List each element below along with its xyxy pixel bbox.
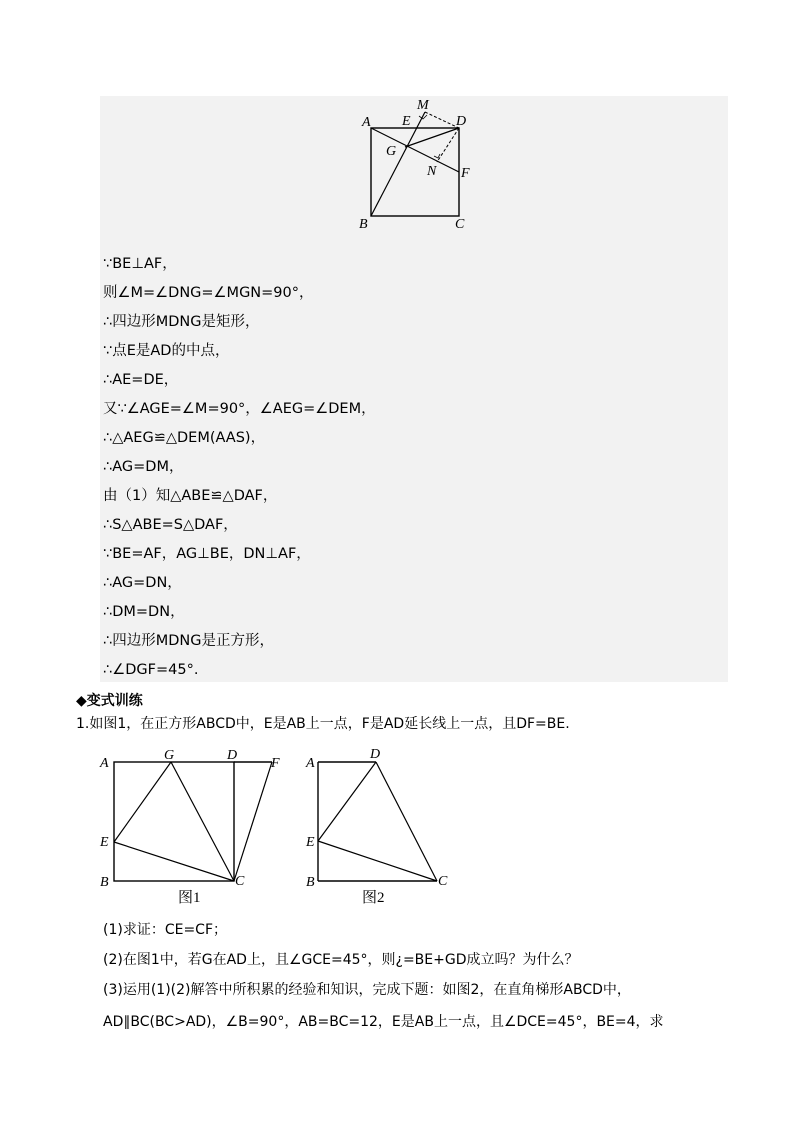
fig1-label-G: G — [164, 748, 175, 763]
label-B: B — [359, 217, 368, 232]
question-3-continued: AD∥BC(BC>AD)，∠B=90°，AB=BC=12，E是AB上一点，且∠DCE=45°，BE=4，求 — [103, 1014, 664, 1030]
solution-line-1: ∵BE⊥AF， — [103, 256, 177, 272]
solution-line-15: ∴∠DGF=45°. — [103, 662, 199, 678]
solution-line-8: ∴AG=DM， — [103, 459, 184, 475]
fig2-label-E: E — [306, 835, 315, 850]
fig1-label-F: F — [271, 756, 280, 771]
section-title: ◆变式训练 — [76, 693, 143, 709]
label-N: N — [427, 164, 437, 179]
figure-2 — [304, 742, 464, 910]
label-E: E — [402, 114, 411, 129]
fig1-caption: 图1 — [178, 890, 201, 906]
fig1-label-B: B — [100, 875, 109, 890]
solution-line-7: ∴△AEG≌△DEM(AAS)， — [103, 430, 266, 446]
solution-line-4: ∵点E是AD的中点， — [103, 343, 230, 359]
solution-line-12: ∴AG=DN， — [103, 575, 182, 591]
figure-1 — [96, 742, 296, 910]
question-3: (3)运用(1)(2)解答中所积累的经验和知识，完成下题：如图2，在直角梯形ABCD中， — [103, 982, 631, 998]
label-M: M — [417, 98, 429, 113]
solution-line-13: ∴DM=DN， — [103, 604, 185, 620]
fig1-label-E: E — [100, 835, 109, 850]
label-G: G — [386, 144, 397, 159]
square-construction-figure — [350, 92, 480, 232]
question-2: (2)在图1中，若G在AD上，且∠GCE=45°，则¿=BE+GD成立吗？为什么？ — [103, 952, 579, 968]
fig2-label-D: D — [370, 747, 381, 762]
solution-line-14: ∴四边形MDNG是正方形， — [103, 633, 274, 649]
fig1-label-A: A — [100, 756, 109, 771]
solution-line-3: ∴四边形MDNG是矩形， — [103, 314, 260, 330]
solution-line-11: ∵BE=AF，AG⊥BE，DN⊥AF， — [103, 546, 311, 562]
question-1: (1)求证：CE=CF； — [103, 922, 228, 938]
fig1-label-C: C — [235, 874, 245, 889]
label-C: C — [455, 217, 465, 232]
label-F: F — [461, 166, 470, 181]
solution-line-2: 则∠M=∠DNG=∠MGN=90°， — [103, 285, 314, 301]
solution-line-9: 由（1）知△ABE≌△DAF， — [103, 488, 278, 504]
solution-line-10: ∴S△ABE=S△DAF， — [103, 517, 238, 533]
solution-line-5: ∴AE=DE， — [103, 372, 179, 388]
fig2-label-C: C — [438, 874, 448, 889]
fig2-label-B: B — [306, 875, 315, 890]
label-A: A — [362, 115, 371, 130]
fig2-caption: 图2 — [362, 890, 385, 906]
fig1-label-D: D — [227, 748, 238, 763]
label-D: D — [456, 114, 467, 129]
solution-line-6: 又∵∠AGE=∠M=90°，∠AEG=∠DEM， — [103, 401, 376, 417]
fig2-label-A: A — [306, 756, 315, 771]
problem-statement: 1.如图1，在正方形ABCD中，E是AB上一点，F是AD延长线上一点，且DF=BE. — [76, 716, 570, 732]
